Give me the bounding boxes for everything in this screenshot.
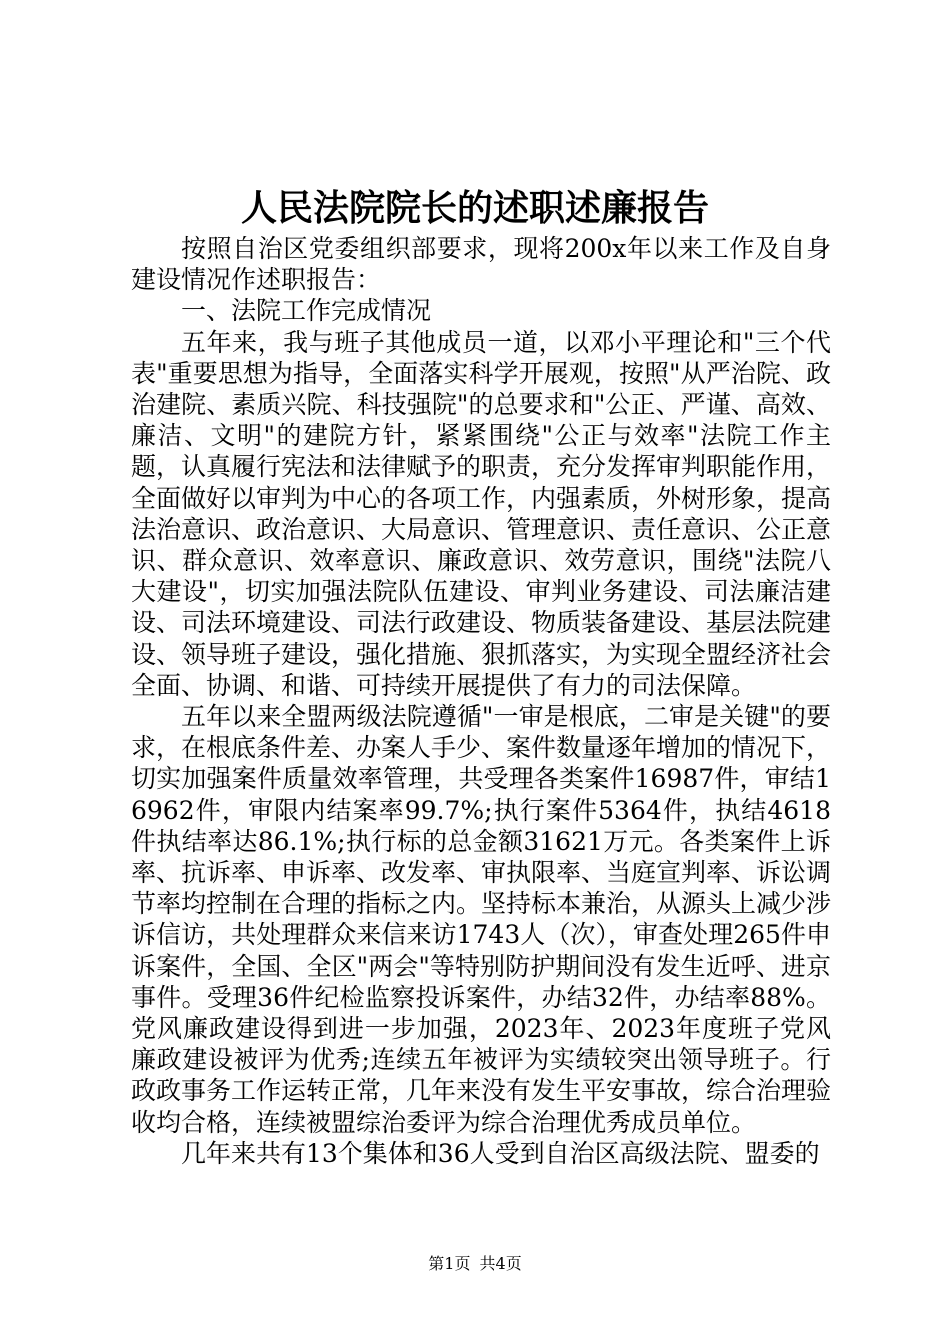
document-title: 人民法院院长的述职述廉报告 xyxy=(240,187,709,229)
body-paragraph: 五年以来全盟两级法院遵循"一审是根底，二审是关键"的要求，在根底条件差、办案人手少、案件数量逐年增加的情况下，切实加强案件质量效率管理，共受理各类案件16987件，审结16962件，审限内结案率99.7%;执行案件5364件，执结4618件执结率达86.1%;执行标的总金额31621万元。各类案件上诉率、抗诉率、申诉率、改发率、审执限率、当庭宣判率、诉讼调节率均控制在合理的指标之内。坚持标本兼治，从源头上减少涉诉信访，共处理群众来信来访1743人（次），审查处理265件申诉案件，全国、全区"两会"等特别防护期间没有发生近呼、进京事件。受理36件纪检监察投诉案件，办结32件，办结率88%。党风廉政建设得到进一步加强，2023年、2023年度班子党风廉政建设被评为优秀;连续五年被评为实绩较突出领导班子。行政政事务工作运转正常，几年来没有发生平安事故，综合治理验收均合格，连续被盟综治委评为综合治理优秀成员单位。 xyxy=(131,702,832,1137)
page-footer xyxy=(0,1254,950,1274)
page-number: 第1页 xyxy=(428,1254,471,1273)
document-body xyxy=(131,233,831,1169)
section-heading: 一、法院工作完成情况 xyxy=(181,296,432,326)
intro-paragraph: 按照自治区党委组织部要求，现将200x年以来工作及自身建设情况作述职报告： xyxy=(131,234,831,295)
body-paragraph: 五年来，我与班子其他成员一道，以邓小平理论和"三个代表"重要思想为指导，全面落实科学开展观，按照"从严治院、政治建院、素质兴院、科技强院"的总要求和"公正、严谨、高效、廉洁、文明"的建院方针，紧紧围绕"公正与效率"法院工作主题，认真履行宪法和法律赋予的职责，充分发挥审判职能作用，全面做好以审判为中心的各项工作，内强素质，外树形象，提高法治意识、政治意识、大局意识、管理意识、责任意识、公正意识、群众意识、效率意识、廉政意识、效劳意识，围绕"法院八大建设"，切实加强法院队伍建设、审判业务建设、司法廉洁建设、司法环境建设、司法行政建设、物质装备建设、基层法院建设、领导班子建设，强化措施、狠抓落实，为实现全盟经济社会全面、协调、和谐、可持续开展提供了有力的司法保障。 xyxy=(131,327,832,700)
total-pages: 共4页 xyxy=(479,1254,522,1273)
body-paragraph: 几年来共有13个集体和36人受到自治区高级法院、盟委的 xyxy=(181,1138,820,1168)
